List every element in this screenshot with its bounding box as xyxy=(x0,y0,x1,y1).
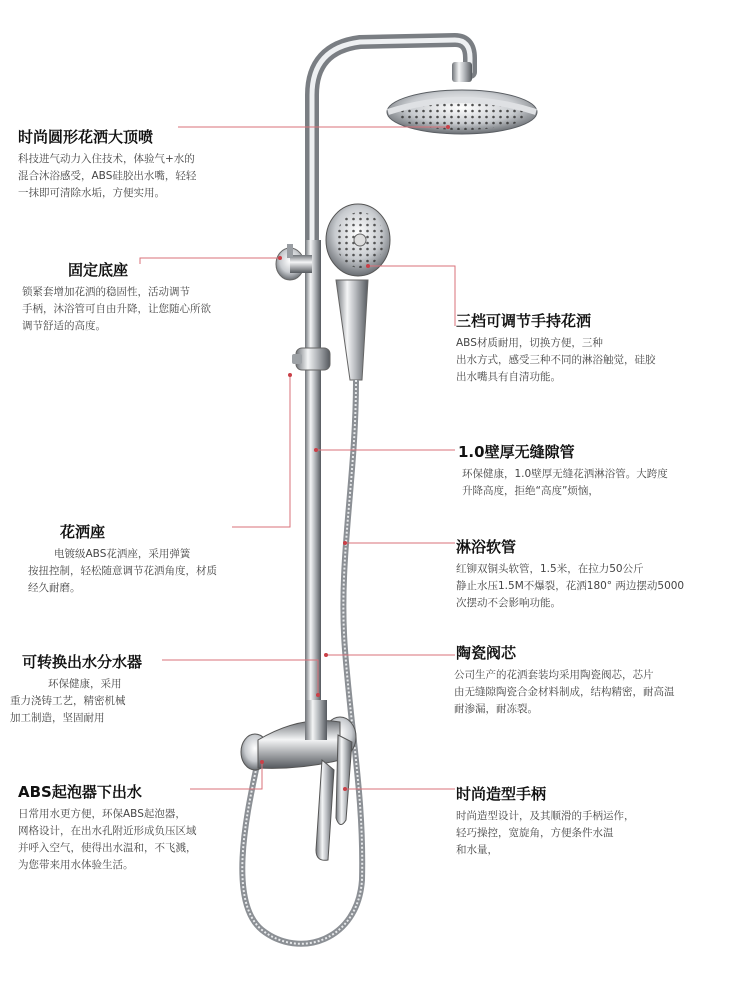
shower-hose xyxy=(242,380,362,944)
feature-title: 三档可调节手持花洒 xyxy=(456,312,592,330)
feature-fixed-base xyxy=(22,259,211,335)
feature-title: ABS起泡器下出水 xyxy=(18,783,142,801)
feature-aerator xyxy=(18,781,197,874)
feature-desc: 时尚造型设计，及其顺滑的手柄运作， 轻巧操控，宽旋角，方便条件水温 和水量， xyxy=(456,810,635,856)
feature-hand-shower xyxy=(456,310,656,386)
feature-hose xyxy=(456,536,684,612)
feature-title: 淋浴软管 xyxy=(456,538,517,556)
feature-shower-holder xyxy=(28,521,217,597)
riser-pipe xyxy=(305,240,321,700)
feature-title: 陶瓷阀芯 xyxy=(456,644,517,662)
leader-lines xyxy=(140,127,455,789)
feature-title: 可转换出水分水器 xyxy=(22,653,143,671)
feature-seamless-pipe xyxy=(458,441,668,500)
feature-title: 时尚造型手柄 xyxy=(456,785,547,803)
feature-desc: 电镀级ABS花洒座，采用弹簧 按扭控制，轻松随意调节花洒角度，材质 经久耐磨。 xyxy=(28,548,217,594)
feature-title: 花洒座 xyxy=(60,523,106,541)
feature-desc: 红铆双铜头软管，1.5米，在拉力50公斤 静止水压1.5M不爆裂，花洒180° 两边摆动5000 次摆动不会影响功能。 xyxy=(456,563,685,609)
feature-ceramic-cartridge xyxy=(454,642,675,718)
arm-nut xyxy=(452,62,472,82)
feature-desc: ABS材质耐用，切换方便，三种 出水方式，感受三种不同的淋浴触觉，硅胶 出水嘴具有自清功能。 xyxy=(456,337,656,383)
feature-desc: 科技进气动力入住技术，体验气+水的 混合沐浴感受，ABS硅胶出水嘴，轻轻 一抹即可清除水垢，方便实用。 xyxy=(18,153,197,199)
feature-desc: 环保健康，1.0壁厚无缝花洒淋浴管。大跨度 升降高度，拒绝“高度”烦恼， xyxy=(462,468,668,497)
handle-lever xyxy=(336,735,352,825)
feature-title: 固定底座 xyxy=(68,261,129,279)
feature-title: 时尚圆形花洒大顶喷 xyxy=(18,128,154,146)
mixer-valve xyxy=(241,700,356,860)
feature-desc: 锁紧套增加花洒的稳固性，活动调节 手柄，沐浴管可自由升降，让您随心所欲 调节舒适的高度。 xyxy=(22,286,211,332)
feature-overhead-shower xyxy=(18,126,196,202)
feature-desc: 日常用水更方便，环保ABS起泡器， 网格设计，在出水孔附近形成负压区域 并呼入空气，使得出水温和，不飞溅， 为您带来用水体验生活。 xyxy=(18,808,197,871)
feature-desc: 环保健康，采用 重力浇铸工艺，精密机械 加工制造，坚固耐用 xyxy=(10,678,126,724)
feature-handle xyxy=(456,783,635,859)
feature-desc: 公司生产的花洒套装均采用陶瓷阀芯，芯片 由无缝隙陶瓷合金材料制成，结构精密，耐高温 耐渗漏，耐冻裂。 xyxy=(454,669,675,715)
hand-shower xyxy=(326,204,390,380)
feature-title: 1.0壁厚无缝隙管 xyxy=(458,443,575,461)
spout xyxy=(316,760,334,860)
feature-diverter xyxy=(10,651,142,727)
slide-holder xyxy=(292,348,330,370)
